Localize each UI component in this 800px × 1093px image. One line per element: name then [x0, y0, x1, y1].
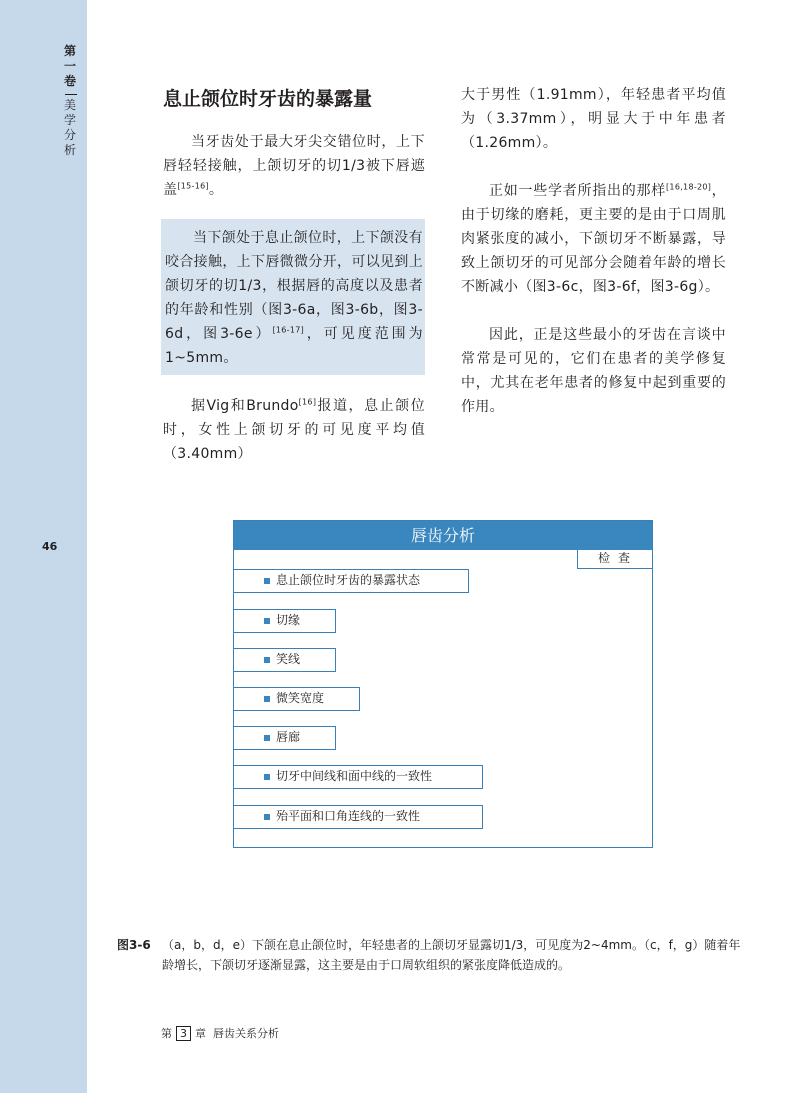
diagram-item: 切牙中间线和面中线的一致性	[234, 765, 483, 789]
paragraph: 正如一些学者所指出的那样[16,18-20]，由于切缘的磨耗，更主要的是由于口周肌肉紧张度的减小，下颌切牙不断暴露，导致上颌切牙的可见部分会随着年龄的增长不断减小（图3-6c，图3-6f，图3-6g）。	[461, 182, 726, 295]
volume-title: 第一卷	[64, 44, 77, 88]
bullet-icon	[264, 814, 270, 820]
volume-divider	[65, 94, 77, 95]
caption-text: （a，b，d，e）下颌在息止颌位时，年轻患者的上颌切牙显露切1/3，可见度为2~4mm。（c，f，g）随着年龄增长，下颌切牙逐渐显露，这主要是由于口周软组织的紧张度降低造成的。	[162, 938, 741, 972]
diagram-item: 殆平面和口角连线的一致性	[234, 805, 483, 829]
citation: [16-17]	[272, 325, 305, 335]
lip-tooth-analysis-diagram	[233, 520, 653, 848]
bullet-icon	[264, 696, 270, 702]
chapter-title: 唇齿关系分析	[213, 1027, 279, 1040]
diagram-item: 微笑宽度	[234, 687, 360, 711]
chapter-number: 3	[176, 1026, 191, 1041]
volume-subtitle: 美学分析	[64, 98, 77, 157]
diagram-item: 唇廊	[234, 726, 336, 750]
bullet-icon	[264, 618, 270, 624]
paragraph: 因此，正是这些最小的牙齿在言谈中常常是可见的，它们在患者的美学修复中，尤其在老年患者的修复中起到重要的作用。	[461, 327, 726, 415]
diagram-title: 唇齿分析	[234, 521, 652, 550]
diagram-item: 息止颌位时牙齿的暴露状态	[234, 569, 469, 593]
paragraph: 据Vig和Brundo[16]报道，息止颌位时，女性上颌切牙的可见度平均值（3.40mm）	[163, 397, 426, 462]
bullet-icon	[264, 657, 270, 663]
left-column-bottom	[163, 394, 425, 466]
citation: [15-16]	[177, 181, 209, 191]
citation: [16]	[298, 397, 317, 407]
paragraph: 当下颌处于息止颌位时，上下颌没有咬合接触，上下唇微微分开，可以见到上颌切牙的切1/3，根据唇的高度以及患者的年龄和性别（图3-6a，图3-6b，图3-6d，图3-6e）[16-17]，可见度范围为1~5mm。	[165, 230, 423, 366]
highlight-text	[165, 226, 423, 370]
diagram-item: 切缘	[234, 609, 336, 633]
check-label: 检查	[577, 550, 653, 569]
page-number: 46	[42, 540, 58, 553]
left-column-top	[163, 130, 425, 202]
paragraph: 当牙齿处于最大牙尖交错位时，上下唇轻轻接触，上颌切牙的切1/3被下唇遮盖[15-16]。	[163, 134, 425, 198]
right-column	[461, 83, 726, 419]
bullet-icon	[264, 735, 270, 741]
section-heading: 息止颌位时牙齿的暴露量	[163, 88, 373, 110]
bullet-icon	[264, 774, 270, 780]
running-footer: 第 3 章 唇齿关系分析	[161, 1027, 279, 1040]
caption-label: 图3-6	[117, 938, 151, 952]
diagram-item: 笑线	[234, 648, 336, 672]
paragraph: 大于男性（1.91mm），年轻患者平均值为（3.37mm），明显大于中年患者（1.26mm）。	[461, 87, 726, 151]
bullet-icon	[264, 578, 270, 584]
citation: [16,18-20]	[666, 182, 712, 192]
